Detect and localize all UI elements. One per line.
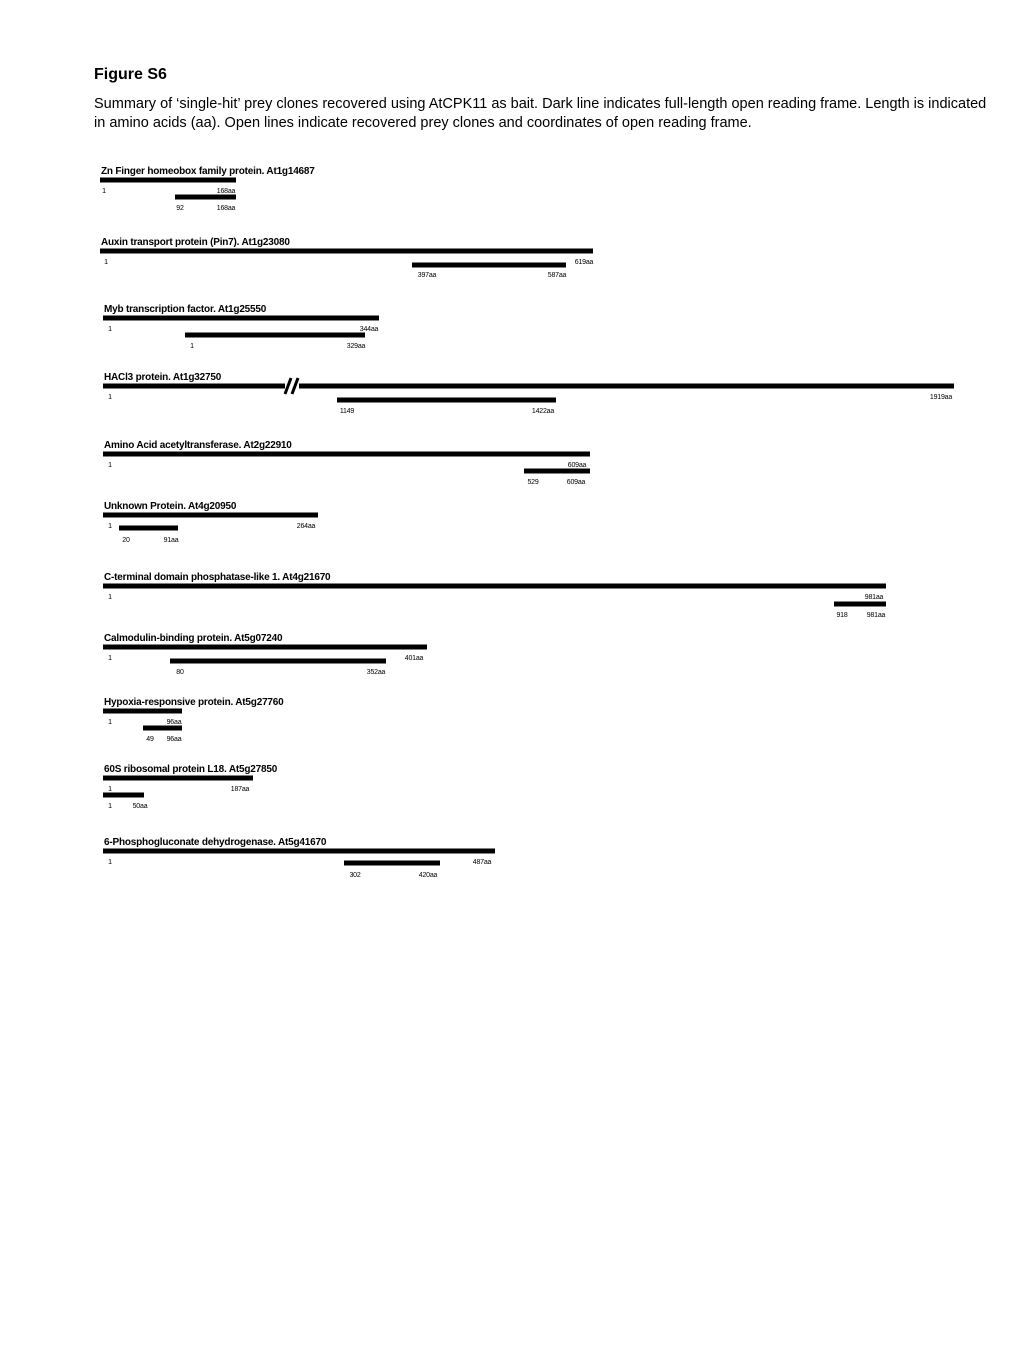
full-length-orf-bar	[103, 316, 379, 321]
gene-entry	[103, 304, 379, 350]
gene-label: Myb transcription factor. At1g25550	[104, 304, 267, 315]
clone-start-label: 397aa	[417, 272, 437, 279]
full-length-orf-bar	[100, 178, 236, 183]
full-length-orf-bar	[103, 584, 886, 589]
prey-clone-bar	[185, 333, 365, 338]
clone-start-label: 49	[146, 736, 154, 743]
gene-label: HACl3 protein. At1g32750	[104, 372, 222, 383]
gene-entry	[103, 372, 954, 415]
full-length-orf-bar	[103, 776, 253, 781]
gene-label: Calmodulin-binding protein. At5g07240	[104, 633, 283, 644]
orf-start-label: 1	[108, 594, 112, 601]
orf-start-label: 1	[104, 259, 108, 266]
gene-entry	[100, 237, 594, 279]
orf-end-label: 981aa	[864, 594, 884, 601]
prey-clone-bar	[344, 861, 440, 866]
orf-end-label: 609aa	[567, 462, 587, 469]
gene-entry	[103, 572, 886, 619]
gene-label: Auxin transport protein (Pin7). At1g23080	[101, 237, 290, 248]
clone-start-label: 20	[122, 537, 130, 544]
orf-start-label: 1	[108, 523, 112, 530]
orf-start-label: 1	[108, 859, 112, 866]
prey-clone-bar	[834, 602, 886, 607]
orf-start-label: 1	[108, 462, 112, 469]
clone-end-label: 329aa	[346, 343, 366, 350]
orf-end-label: 487aa	[472, 859, 492, 866]
orf-end-label: 401aa	[404, 655, 424, 662]
gene-entry	[103, 440, 590, 486]
figure-caption: Summary of ‘single-hit’ prey clones recovered using AtCPK11 as bait. Dark line indicates full-length open reading frame. Length is indicated in amino acids (aa). Open lines indicate recovered prey clones and coordinates of open reading frame.	[94, 96, 987, 131]
prey-clone-bar	[175, 195, 236, 200]
orf-start-label: 1	[102, 188, 106, 195]
clone-start-label: 302	[349, 872, 361, 879]
orf-end-label: 344aa	[359, 326, 379, 333]
clone-end-label: 420aa	[418, 872, 438, 879]
gene-entry	[103, 501, 318, 544]
full-length-orf-bar	[103, 384, 954, 389]
gene-label: Amino Acid acetyltransferase. At2g22910	[104, 440, 292, 451]
prey-clone-bar	[143, 726, 182, 731]
orf-end-label: 619aa	[574, 259, 594, 266]
orf-end-label: 1919aa	[929, 394, 953, 401]
orf-end-label: 264aa	[296, 523, 316, 530]
clone-start-label: 1149	[339, 408, 355, 415]
full-length-orf-bar	[103, 849, 495, 854]
orf-start-label: 1	[108, 719, 112, 726]
clone-start-label: 918	[836, 612, 848, 619]
orf-start-label: 1	[108, 786, 112, 793]
figure-title: Figure S6	[94, 66, 167, 83]
clone-end-label: 168aa	[216, 205, 236, 212]
prey-clone-bar	[119, 526, 178, 531]
gene-label: C-terminal domain phosphatase-like 1. At4g21670	[104, 572, 331, 583]
clone-start-label: 1	[190, 343, 194, 350]
prey-clone-bar	[524, 469, 590, 474]
orf-end-label: 168aa	[216, 188, 236, 195]
gene-entry	[103, 633, 427, 676]
orf-end-label: 187aa	[230, 786, 250, 793]
gene-entry	[103, 764, 278, 810]
full-length-orf-bar	[103, 645, 427, 650]
clone-end-label: 91aa	[163, 537, 179, 544]
gene-entry	[103, 697, 284, 743]
clone-end-label: 50aa	[132, 803, 148, 810]
clone-start-label: 529	[527, 479, 539, 486]
clone-end-label: 352aa	[366, 669, 386, 676]
gene-entry	[103, 837, 495, 879]
gene-label: Zn Finger homeobox family protein. At1g14687	[101, 166, 315, 177]
clone-start-label: 80	[176, 669, 184, 676]
clone-start-label: 1	[108, 803, 112, 810]
clone-end-label: 981aa	[866, 612, 886, 619]
full-length-orf-bar	[100, 249, 593, 254]
full-length-orf-bar	[103, 709, 182, 714]
clone-end-label: 96aa	[166, 736, 182, 743]
clone-end-label: 609aa	[566, 479, 586, 486]
full-length-orf-bar	[103, 452, 590, 457]
prey-clone-bar	[103, 793, 144, 798]
clone-end-label: 587aa	[547, 272, 567, 279]
orf-start-label: 1	[108, 394, 112, 401]
orf-end-label: 96aa	[166, 719, 182, 726]
gene-label: Hypoxia-responsive protein. At5g27760	[104, 697, 284, 708]
gene-label: 60S ribosomal protein L18. At5g27850	[104, 764, 278, 775]
prey-clone-bar	[337, 398, 556, 403]
clone-end-label: 1422aa	[531, 408, 555, 415]
orf-start-label: 1	[108, 326, 112, 333]
gene-label: Unknown Protein. At4g20950	[104, 501, 237, 512]
clone-start-label: 92	[176, 205, 184, 212]
full-length-orf-bar	[103, 513, 318, 518]
orf-start-label: 1	[108, 655, 112, 662]
gene-entry	[100, 166, 315, 212]
prey-clone-bar	[412, 263, 566, 268]
prey-clone-bar	[170, 659, 386, 664]
gene-label: 6-Phosphogluconate dehydrogenase. At5g41670	[104, 837, 327, 848]
